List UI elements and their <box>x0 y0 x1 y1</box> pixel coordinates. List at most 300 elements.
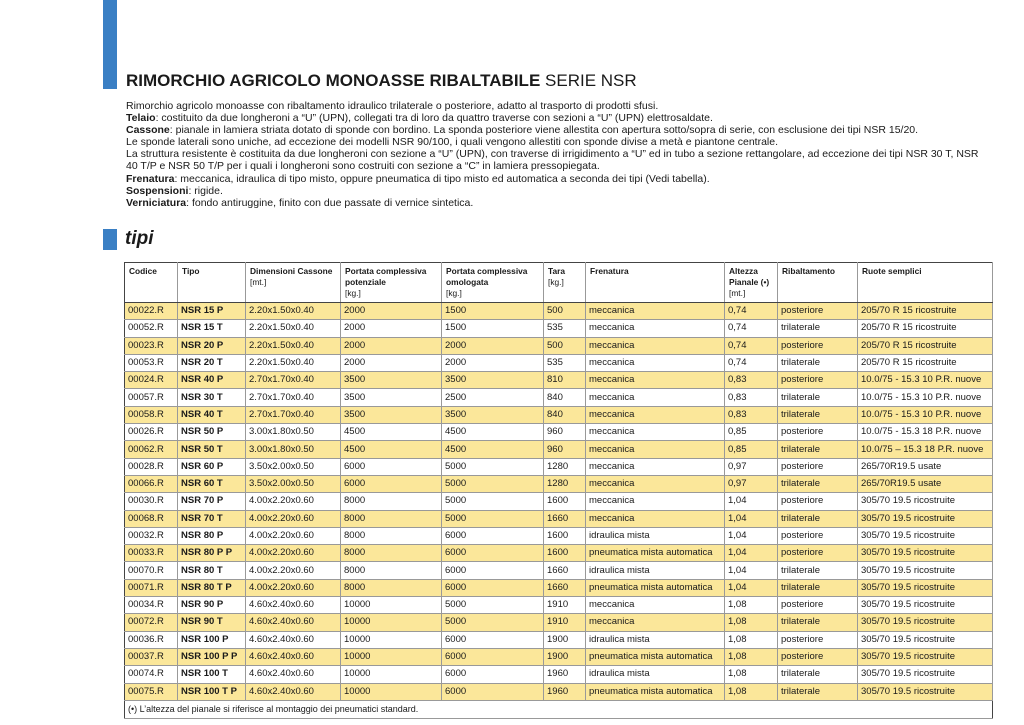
table-cell: trilaterale <box>778 406 858 423</box>
table-cell: NSR 50 T <box>178 441 246 458</box>
intro-paragraph <box>126 124 986 136</box>
intro-body: : pianale in lamiera striata dotato di sponde con bordino. La sponda posteriore viene allestita con apertura sotto/sopra di serie, con esclusione dei tipi NSR 15/20. <box>169 124 919 137</box>
column-header-label: Ruote semplici <box>862 266 922 276</box>
column-header-label: Dimensioni Cassone <box>250 266 333 276</box>
table-cell: 6000 <box>442 545 544 562</box>
table-cell: 0,85 <box>725 441 778 458</box>
table-cell: 00066.R <box>125 475 178 492</box>
table-cell: NSR 80 P <box>178 527 246 544</box>
table-cell: meccanica <box>586 475 725 492</box>
intro-body: : costituito da due longheroni a “U” (UPN), collegati tra di loro da quattro traverse con sezioni a “U” (UPN) elettrosaldate. <box>155 112 713 125</box>
table-cell: 0,97 <box>725 475 778 492</box>
table-cell: 10.0/75 – 15.3 18 P.R. nuove <box>858 441 993 458</box>
table-cell: 960 <box>544 441 586 458</box>
table-cell: 205/70 R 15 ricostruite <box>858 354 993 371</box>
table-cell: 960 <box>544 424 586 441</box>
table-cell: 0,83 <box>725 406 778 423</box>
table-cell: 00023.R <box>125 337 178 354</box>
table-cell: 3500 <box>442 406 544 423</box>
table-cell: 5000 <box>442 614 544 631</box>
table-cell: NSR 70 P <box>178 493 246 510</box>
table-cell: posteriore <box>778 631 858 648</box>
table-cell: 8000 <box>341 527 442 544</box>
intro-paragraph <box>126 136 986 148</box>
table-cell: 1,04 <box>725 579 778 596</box>
table-cell: trilaterale <box>778 666 858 683</box>
table-cell: 2000 <box>341 354 442 371</box>
intro-paragraph <box>126 173 986 185</box>
section-title: tipi <box>125 228 154 249</box>
table-cell: 0,83 <box>725 372 778 389</box>
table-cell: 3500 <box>341 389 442 406</box>
table-row <box>125 579 993 596</box>
table-cell: meccanica <box>586 597 725 614</box>
table-cell: 840 <box>544 389 586 406</box>
table-cell: 6000 <box>442 527 544 544</box>
table-cell: meccanica <box>586 389 725 406</box>
table-cell: 0,74 <box>725 337 778 354</box>
table-cell: 00028.R <box>125 458 178 475</box>
table-cell: pneumatica mista automatica <box>586 648 725 665</box>
table-cell: 3500 <box>341 372 442 389</box>
table-cell: 2.70x1.70x0.40 <box>246 406 341 423</box>
intro-text <box>126 100 986 209</box>
table-cell: trilaterale <box>778 320 858 337</box>
table-cell: idraulica mista <box>586 666 725 683</box>
table-cell: 2500 <box>442 389 544 406</box>
table-cell: pneumatica mista automatica <box>586 579 725 596</box>
table-cell: NSR 60 P <box>178 458 246 475</box>
table-cell: 6000 <box>442 648 544 665</box>
table-cell: 1280 <box>544 475 586 492</box>
table-cell: 305/70 19.5 ricostruite <box>858 527 993 544</box>
table-cell: 2.20x1.50x0.40 <box>246 354 341 371</box>
table-cell: 8000 <box>341 579 442 596</box>
intro-label: Verniciatura <box>126 196 187 209</box>
table-cell: 00026.R <box>125 424 178 441</box>
table-cell: trilaterale <box>778 579 858 596</box>
table-cell: 00072.R <box>125 614 178 631</box>
table-cell: 1,08 <box>725 631 778 648</box>
intro-label: Frenatura <box>126 172 175 185</box>
table-cell: posteriore <box>778 597 858 614</box>
column-header-label: Ribaltamento <box>782 266 836 276</box>
table-cell: 10.0/75 - 15.3 18 P.R. nuove <box>858 424 993 441</box>
table-footnote: (•) L’altezza del pianale si riferisce al montaggio dei pneumatici standard. <box>125 700 993 718</box>
table-cell: 1,04 <box>725 493 778 510</box>
table-cell: NSR 100 P P <box>178 648 246 665</box>
table-cell: 00030.R <box>125 493 178 510</box>
table-cell: 2000 <box>442 337 544 354</box>
table-cell: 8000 <box>341 493 442 510</box>
title-bold: RIMORCHIO AGRICOLO MONOASSE RIBALTABILE <box>126 71 541 90</box>
table-cell: 2.20x1.50x0.40 <box>246 303 341 320</box>
column-header-unit: [kg.] <box>548 277 564 287</box>
table-cell: 1,08 <box>725 648 778 665</box>
column-header-label: Tara <box>548 266 566 276</box>
table-cell: 10000 <box>341 648 442 665</box>
table-cell: 1900 <box>544 648 586 665</box>
table-cell: 3.00x1.80x0.50 <box>246 441 341 458</box>
table-cell: 4.00x2.20x0.60 <box>246 527 341 544</box>
table-cell: 0,74 <box>725 320 778 337</box>
table-cell: 1910 <box>544 614 586 631</box>
column-header <box>125 263 178 303</box>
intro-body: La struttura resistente è costituita da due longheroni con sezione a “U” (UPN), con traverse di irrigidimento a “U” ed in tubo a sezione rettangolare, ad eccezione dei tipi NSR 30 T, NSR 40 T/P e NSR 50 T/P per i quali i longheroni sono costruiti con sezione a “C” in lamiera pressopiegata. <box>126 148 979 173</box>
table-cell: 0,83 <box>725 389 778 406</box>
table-cell: meccanica <box>586 337 725 354</box>
intro-paragraph <box>126 197 986 209</box>
table-cell: 00074.R <box>125 666 178 683</box>
table-row <box>125 493 993 510</box>
table-cell: 535 <box>544 320 586 337</box>
table-cell: 1,08 <box>725 683 778 700</box>
intro-body: : fondo antiruggine, finito con due passate di vernice sintetica. <box>186 196 474 209</box>
column-header <box>341 263 442 303</box>
table-cell: NSR 90 P <box>178 597 246 614</box>
table-cell: 305/70 19.5 ricostruite <box>858 614 993 631</box>
column-header-label: Tipo <box>182 266 200 276</box>
table-row <box>125 527 993 544</box>
table-cell: meccanica <box>586 424 725 441</box>
table-cell: 2.70x1.70x0.40 <box>246 372 341 389</box>
table-cell: trilaterale <box>778 683 858 700</box>
table-cell: 00032.R <box>125 527 178 544</box>
table-cell: 0,85 <box>725 424 778 441</box>
table-cell: 2000 <box>341 303 442 320</box>
table-cell: 1,04 <box>725 510 778 527</box>
column-header-unit: [kg.] <box>345 288 361 298</box>
table-cell: 4.00x2.20x0.60 <box>246 493 341 510</box>
intro-body: : meccanica, idraulica di tipo misto, oppure pneumatica di tipo misto ed automatica a seconda dei tipi (Vedi tabella). <box>174 172 710 185</box>
table-row <box>125 683 993 700</box>
table-cell: 1,04 <box>725 545 778 562</box>
table-cell: 500 <box>544 303 586 320</box>
table-cell: 10000 <box>341 666 442 683</box>
table-cell: 6000 <box>442 631 544 648</box>
table-cell: 4.60x2.40x0.60 <box>246 666 341 683</box>
table-cell: 1,04 <box>725 562 778 579</box>
table-cell: 00036.R <box>125 631 178 648</box>
column-header <box>544 263 586 303</box>
table-cell: 500 <box>544 337 586 354</box>
table-cell: trilaterale <box>778 354 858 371</box>
intro-body: Rimorchio agricolo monoasse con ribaltamento idraulico trilaterale o posteriore, adatto al trasporto di prodotti sfusi. <box>126 100 659 112</box>
table-cell: 5000 <box>442 510 544 527</box>
table-cell: 305/70 19.5 ricostruite <box>858 631 993 648</box>
table-cell: 1500 <box>442 303 544 320</box>
table-cell: idraulica mista <box>586 562 725 579</box>
table-cell: 205/70 R 15 ricostruite <box>858 337 993 354</box>
table-cell: 265/70R19.5 usate <box>858 458 993 475</box>
table-cell: 4500 <box>442 441 544 458</box>
table-cell: 0,74 <box>725 354 778 371</box>
intro-paragraph <box>126 112 986 124</box>
table-cell: NSR 80 P P <box>178 545 246 562</box>
table-cell: trilaterale <box>778 614 858 631</box>
table-cell: trilaterale <box>778 510 858 527</box>
table-cell: 00053.R <box>125 354 178 371</box>
table-cell: 305/70 19.5 ricostruite <box>858 510 993 527</box>
table-cell: 6000 <box>341 458 442 475</box>
table-cell: 8000 <box>341 545 442 562</box>
table-cell: NSR 100 T <box>178 666 246 683</box>
table-cell: 00057.R <box>125 389 178 406</box>
table-cell: 10000 <box>341 597 442 614</box>
table-cell: NSR 100 P <box>178 631 246 648</box>
table-cell: 10.0/75 - 15.3 10 P.R. nuove <box>858 406 993 423</box>
column-header-unit: [mt.] <box>729 288 746 298</box>
table-cell: 1600 <box>544 545 586 562</box>
table-cell: 4.00x2.20x0.60 <box>246 562 341 579</box>
table-cell: NSR 40 T <box>178 406 246 423</box>
table-cell: trilaterale <box>778 475 858 492</box>
table-row <box>125 458 993 475</box>
table-cell: 2000 <box>442 354 544 371</box>
table-cell: 205/70 R 15 ricostruite <box>858 303 993 320</box>
table-cell: posteriore <box>778 424 858 441</box>
table-cell: pneumatica mista automatica <box>586 683 725 700</box>
table-cell: 2000 <box>341 320 442 337</box>
table-cell: posteriore <box>778 493 858 510</box>
table-cell: 5000 <box>442 493 544 510</box>
table-cell: meccanica <box>586 354 725 371</box>
table-cell: 4.00x2.20x0.60 <box>246 510 341 527</box>
table-cell: 3500 <box>442 372 544 389</box>
table-cell: 00033.R <box>125 545 178 562</box>
table-cell: 840 <box>544 406 586 423</box>
table-cell: 10000 <box>341 631 442 648</box>
table-cell: 1,08 <box>725 597 778 614</box>
table-cell: 00058.R <box>125 406 178 423</box>
table-cell: 305/70 19.5 ricostruite <box>858 579 993 596</box>
table-cell: 4500 <box>341 441 442 458</box>
table-cell: posteriore <box>778 545 858 562</box>
column-header-label: Portata complessiva potenziale <box>345 266 427 287</box>
table-cell: posteriore <box>778 303 858 320</box>
table-cell: NSR 70 T <box>178 510 246 527</box>
table-cell: 00075.R <box>125 683 178 700</box>
table-cell: 305/70 19.5 ricostruite <box>858 683 993 700</box>
column-header <box>725 263 778 303</box>
table-cell: 1960 <box>544 666 586 683</box>
accent-bar <box>103 0 117 89</box>
table-cell: posteriore <box>778 527 858 544</box>
intro-label: Sospensioni <box>126 184 189 197</box>
table-cell: NSR 20 P <box>178 337 246 354</box>
table-cell: idraulica mista <box>586 527 725 544</box>
table-cell: 2.20x1.50x0.40 <box>246 337 341 354</box>
table-cell: 265/70R19.5 usate <box>858 475 993 492</box>
table-cell: posteriore <box>778 648 858 665</box>
table-cell: meccanica <box>586 372 725 389</box>
table-cell: meccanica <box>586 406 725 423</box>
table-cell: 305/70 19.5 ricostruite <box>858 493 993 510</box>
table-cell: 4500 <box>442 424 544 441</box>
table-cell: 3.50x2.00x0.50 <box>246 475 341 492</box>
intro-body: Le sponde laterali sono uniche, ad eccezione dei modelli NSR 90/100, i quali vengono allestiti con sponde divise a metà e piantone centrale. <box>126 136 779 149</box>
table-cell: 00070.R <box>125 562 178 579</box>
table-cell: 1600 <box>544 493 586 510</box>
table-row <box>125 441 993 458</box>
column-header-label: Altezza Pianale (•) <box>729 266 770 287</box>
column-header-unit: [kg.] <box>446 288 462 298</box>
table-cell: 6000 <box>341 475 442 492</box>
table-cell: meccanica <box>586 614 725 631</box>
column-header <box>178 263 246 303</box>
table-cell: 4500 <box>341 424 442 441</box>
column-header <box>442 263 544 303</box>
table-cell: 3.00x1.80x0.50 <box>246 424 341 441</box>
table-cell: 1910 <box>544 597 586 614</box>
table-row <box>125 545 993 562</box>
table-cell: NSR 80 T <box>178 562 246 579</box>
column-header-unit: [mt.] <box>250 277 267 287</box>
intro-label: Telaio <box>126 112 156 125</box>
table-cell: 10000 <box>341 614 442 631</box>
table-cell: 6000 <box>442 683 544 700</box>
table-cell: 305/70 19.5 ricostruite <box>858 562 993 579</box>
table-cell: 5000 <box>442 458 544 475</box>
table-cell: 6000 <box>442 562 544 579</box>
table-cell: 1,08 <box>725 614 778 631</box>
table-cell: idraulica mista <box>586 631 725 648</box>
column-header <box>586 263 725 303</box>
table-cell: 305/70 19.5 ricostruite <box>858 545 993 562</box>
table-cell: 1660 <box>544 562 586 579</box>
table-cell: meccanica <box>586 493 725 510</box>
table-cell: 10.0/75 - 15.3 10 P.R. nuove <box>858 372 993 389</box>
table-cell: 8000 <box>341 510 442 527</box>
table-cell: 00022.R <box>125 303 178 320</box>
table-row <box>125 372 993 389</box>
intro-label: Cassone <box>126 124 170 137</box>
table-cell: NSR 20 T <box>178 354 246 371</box>
table-cell: 1900 <box>544 631 586 648</box>
types-table <box>124 262 993 719</box>
column-header <box>778 263 858 303</box>
table-header-row <box>125 263 993 303</box>
table-cell: 4.60x2.40x0.60 <box>246 597 341 614</box>
table-cell: NSR 15 P <box>178 303 246 320</box>
intro-paragraph <box>126 148 986 172</box>
table-cell: 00062.R <box>125 441 178 458</box>
table-row <box>125 562 993 579</box>
table-cell: 8000 <box>341 562 442 579</box>
table-row <box>125 303 993 320</box>
page-title <box>126 71 637 91</box>
table-row <box>125 354 993 371</box>
table-cell: 205/70 R 15 ricostruite <box>858 320 993 337</box>
table-cell: 2000 <box>341 337 442 354</box>
table-row <box>125 631 993 648</box>
table-cell: 00068.R <box>125 510 178 527</box>
table-cell: NSR 90 T <box>178 614 246 631</box>
table-cell: NSR 80 T P <box>178 579 246 596</box>
table-cell: 4.60x2.40x0.60 <box>246 648 341 665</box>
table-cell: 305/70 19.5 ricostruite <box>858 648 993 665</box>
table-cell: 00037.R <box>125 648 178 665</box>
table-cell: NSR 100 T P <box>178 683 246 700</box>
table-cell: NSR 40 P <box>178 372 246 389</box>
table-row <box>125 320 993 337</box>
table-row <box>125 614 993 631</box>
table-row <box>125 666 993 683</box>
table-cell: trilaterale <box>778 441 858 458</box>
table-cell: 1660 <box>544 579 586 596</box>
table-cell: 4.60x2.40x0.60 <box>246 683 341 700</box>
table-row <box>125 597 993 614</box>
table-cell: 1280 <box>544 458 586 475</box>
table-cell: trilaterale <box>778 389 858 406</box>
table-cell: NSR 60 T <box>178 475 246 492</box>
table-cell: 2.70x1.70x0.40 <box>246 389 341 406</box>
table-cell: posteriore <box>778 458 858 475</box>
table-cell: meccanica <box>586 303 725 320</box>
table-row <box>125 337 993 354</box>
table-cell: 00071.R <box>125 579 178 596</box>
table-cell: 305/70 19.5 ricostruite <box>858 666 993 683</box>
table-cell: 00052.R <box>125 320 178 337</box>
table-cell: meccanica <box>586 510 725 527</box>
table-cell: 10.0/75 - 15.3 10 P.R. nuove <box>858 389 993 406</box>
intro-paragraph <box>126 100 986 112</box>
table-row <box>125 510 993 527</box>
table-cell: pneumatica mista automatica <box>586 545 725 562</box>
table-cell: 810 <box>544 372 586 389</box>
table-cell: 6000 <box>442 579 544 596</box>
table-cell: meccanica <box>586 441 725 458</box>
table-cell: meccanica <box>586 320 725 337</box>
intro-body: : rigide. <box>188 184 223 197</box>
table-cell: meccanica <box>586 458 725 475</box>
table-cell: 2.20x1.50x0.40 <box>246 320 341 337</box>
column-header <box>246 263 341 303</box>
intro-paragraph <box>126 185 986 197</box>
table-cell: 3500 <box>341 406 442 423</box>
table-cell: 4.60x2.40x0.60 <box>246 631 341 648</box>
table-cell: 5000 <box>442 475 544 492</box>
table-cell: 6000 <box>442 666 544 683</box>
table-cell: 535 <box>544 354 586 371</box>
table-cell: 4.60x2.40x0.60 <box>246 614 341 631</box>
table-cell: 1,08 <box>725 666 778 683</box>
table-row <box>125 475 993 492</box>
table-cell: NSR 50 P <box>178 424 246 441</box>
table-cell: 0,97 <box>725 458 778 475</box>
table-row <box>125 389 993 406</box>
table-cell: 305/70 19.5 ricostruite <box>858 597 993 614</box>
table-cell: 1660 <box>544 510 586 527</box>
table-cell: 1,04 <box>725 527 778 544</box>
table-cell: 5000 <box>442 597 544 614</box>
column-header-label: Codice <box>129 266 157 276</box>
column-header-label: Frenatura <box>590 266 629 276</box>
table-cell: posteriore <box>778 337 858 354</box>
table-footnote-row <box>125 700 993 718</box>
table-row <box>125 648 993 665</box>
table-cell: 1500 <box>442 320 544 337</box>
table-cell: 0,74 <box>725 303 778 320</box>
table-cell: 1960 <box>544 683 586 700</box>
table-cell: 00034.R <box>125 597 178 614</box>
table-cell: 00024.R <box>125 372 178 389</box>
table-cell: 10000 <box>341 683 442 700</box>
table-cell: NSR 30 T <box>178 389 246 406</box>
title-series: SERIE NSR <box>540 71 637 90</box>
section-marker <box>103 229 117 250</box>
table-cell: NSR 15 T <box>178 320 246 337</box>
